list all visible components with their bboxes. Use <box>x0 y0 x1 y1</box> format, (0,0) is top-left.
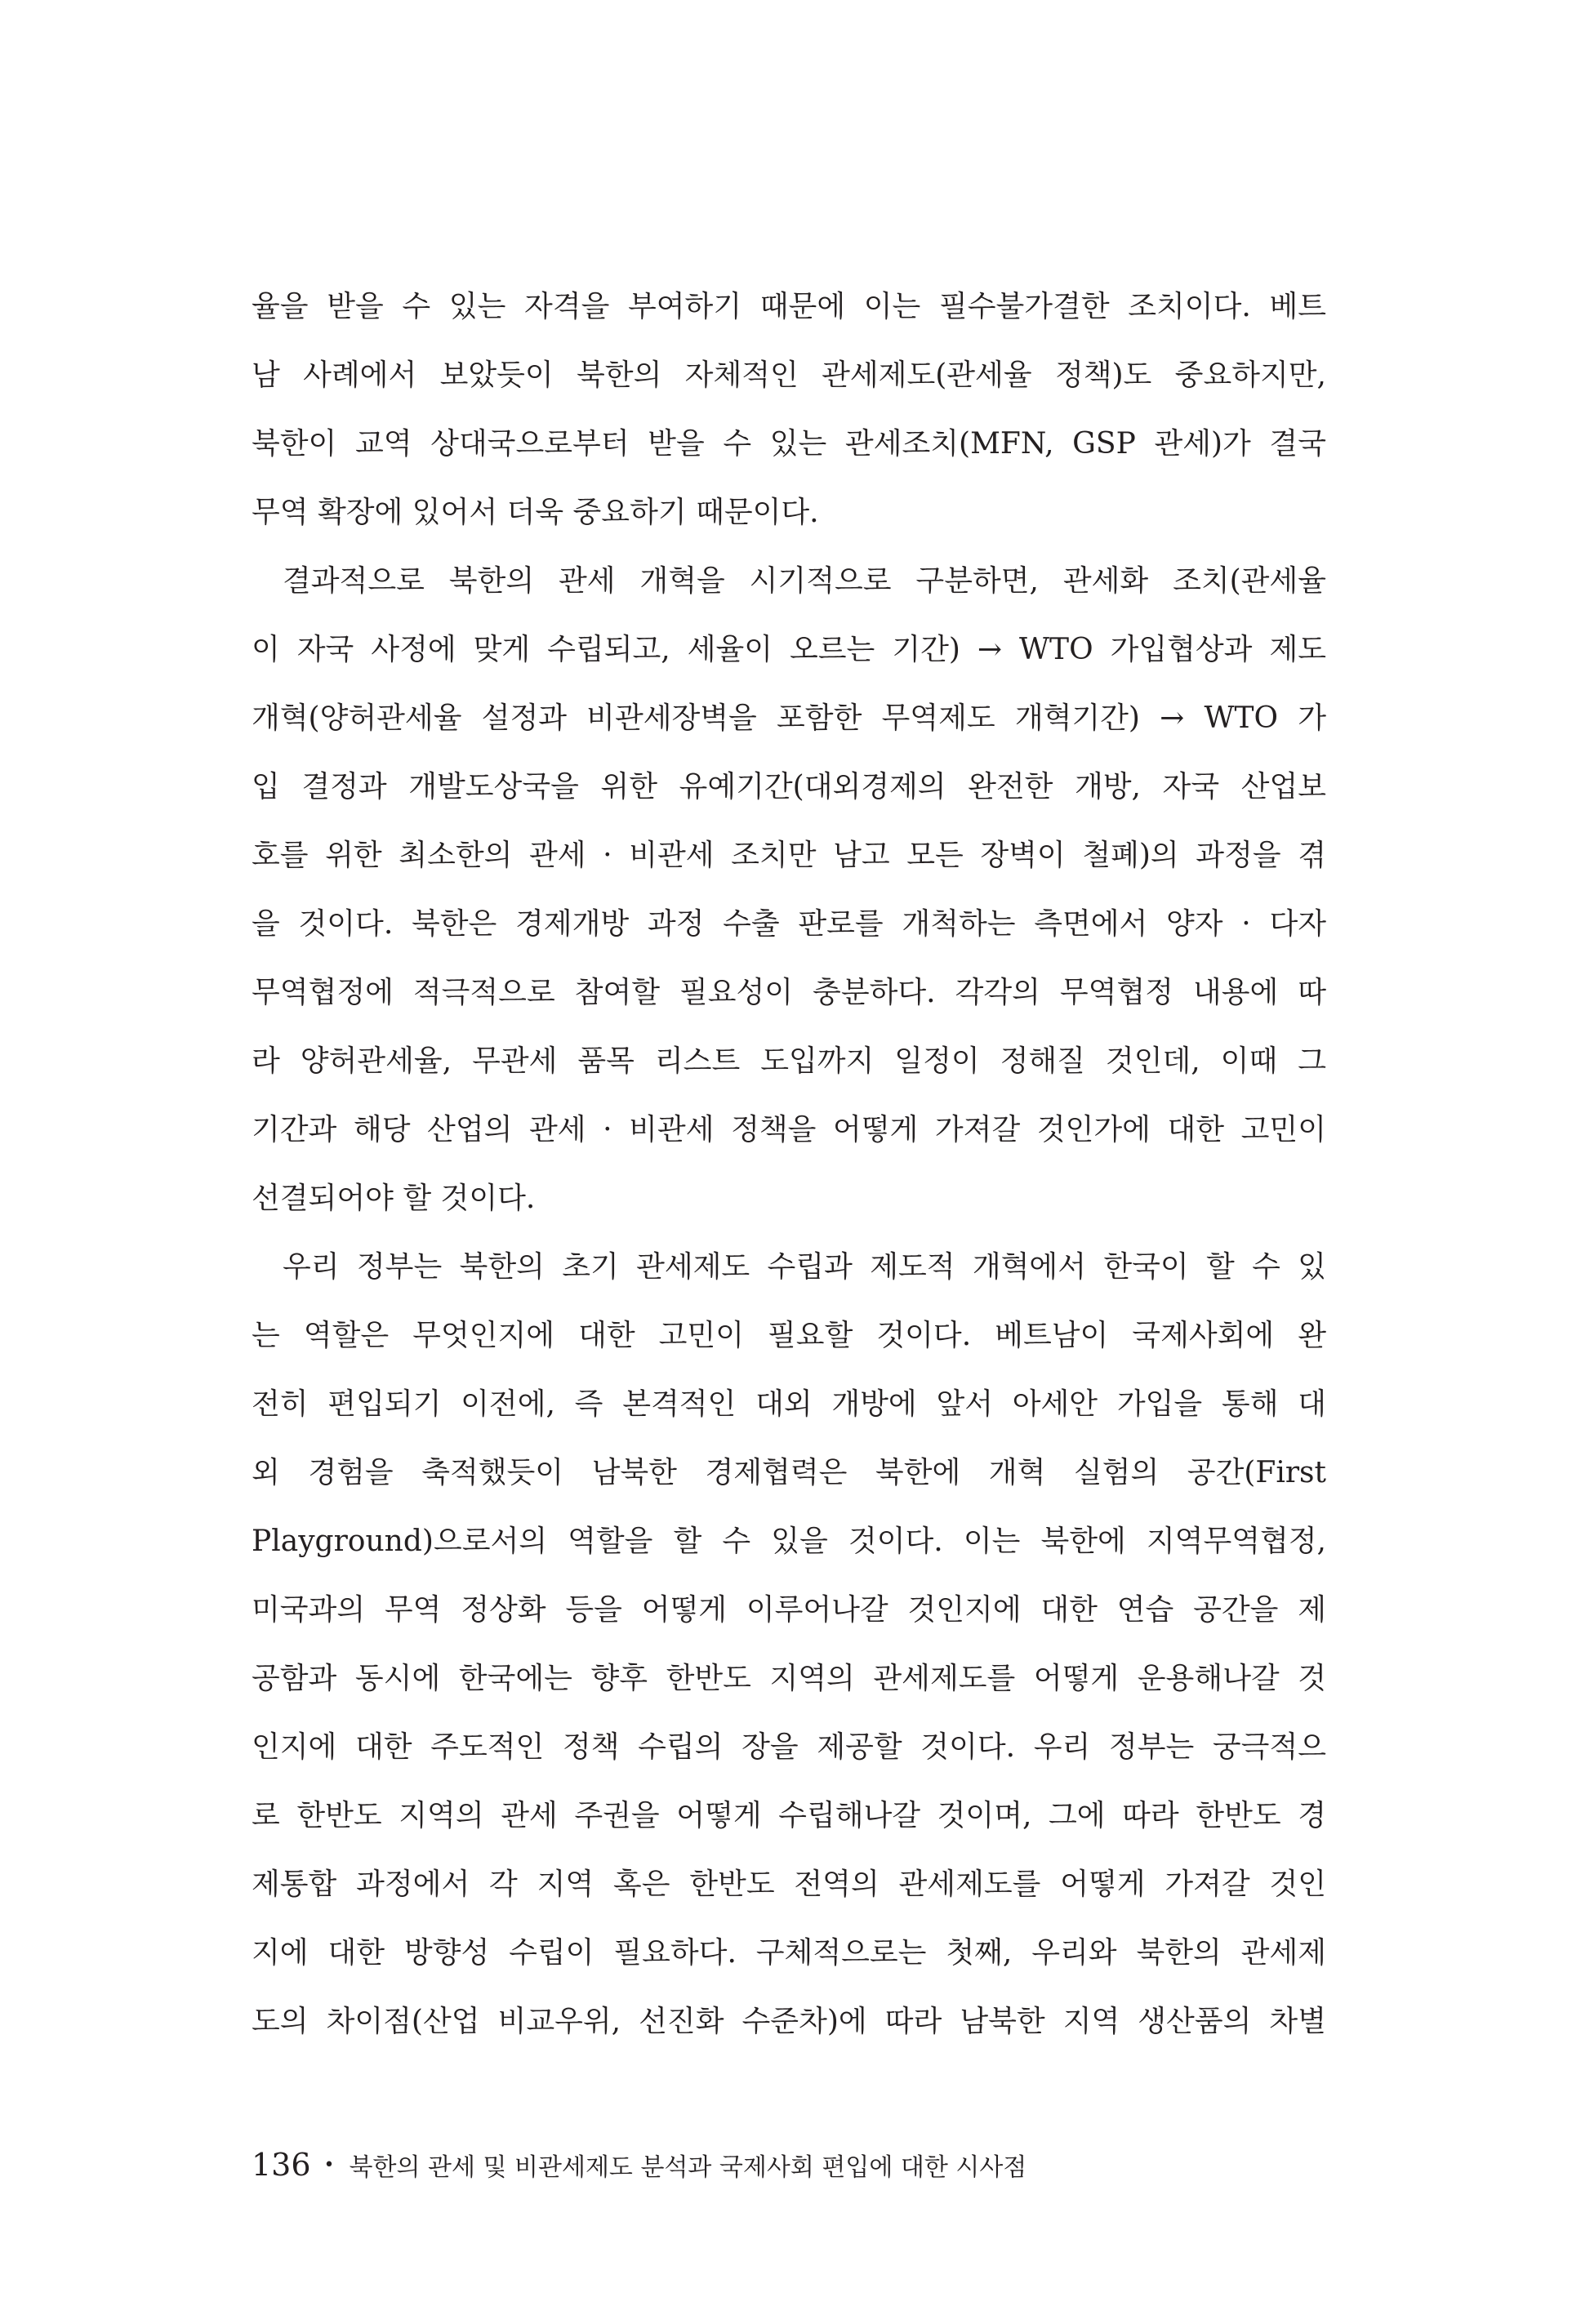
body-text <box>252 273 1326 2056</box>
text-line: 호를 위한 최소한의 관세 · 비관세 조치만 남고 모든 장벽이 철폐)의 과정을 겪 <box>252 839 1326 872</box>
text-line: 지에 대한 방향성 수립이 필요하다. 구체적으로는 첫째, 우리와 북한의 관세제 <box>252 1936 1326 1970</box>
page-footer <box>252 2144 1026 2185</box>
running-title: 북한의 관세 및 비관세제도 분석과 국제사회 편입에 대한 시사점 <box>349 2153 1027 2182</box>
text-line: 무역협정에 적극적으로 참여할 필요성이 충분하다. 각각의 무역협정 내용에 따 <box>252 976 1326 1009</box>
text-line: 입 결정과 개발도상국을 위한 유예기간(대외경제의 완전한 개방, 자국 산업보 <box>252 770 1326 804</box>
text-line: 무역 확장에 있어서 더욱 중요하기 때문이다. <box>252 496 819 529</box>
text-line: 우리 정부는 북한의 초기 관세제도 수립과 제도적 개혁에서 한국이 할 수 있 <box>283 1250 1326 1284</box>
text-line: 이 자국 사정에 맞게 수립되고, 세율이 오르는 기간) → WTO 가입협상과 제도 <box>252 633 1326 666</box>
text-line: 라 양허관세율, 무관세 품목 리스트 도입까지 일정이 정해질 것인데, 이때 그 <box>252 1044 1326 1078</box>
text-line: 을 것이다. 북한은 경제개방 과정 수출 판로를 개척하는 측면에서 양자 · 다자 <box>252 907 1326 941</box>
text-line: 제통합 과정에서 각 지역 혹은 한반도 전역의 관세제도를 어떻게 가져갈 것인 <box>252 1868 1326 1901</box>
footer-separator: • <box>323 2155 335 2175</box>
text-line: Playground)으로서의 역할을 할 수 있을 것이다. 이는 북한에 지역무역협정, <box>252 1525 1326 1558</box>
text-line: 기간과 해당 산업의 관세 · 비관세 정책을 어떻게 가져갈 것인가에 대한 고민이 <box>252 1113 1326 1146</box>
page-number: 136 <box>252 2147 311 2183</box>
text-line: 외 경험을 축적했듯이 남북한 경제협력은 북한에 개혁 실험의 공간(First <box>252 1456 1326 1489</box>
text-line: 는 역할은 무엇인지에 대한 고민이 필요할 것이다. 베트남이 국제사회에 완 <box>252 1319 1326 1352</box>
text-line: 공함과 동시에 한국에는 향후 한반도 지역의 관세제도를 어떻게 운용해나갈 것 <box>252 1662 1326 1695</box>
text-line: 율을 받을 수 있는 자격을 부여하기 때문에 이는 필수불가결한 조치이다. 베트 <box>252 290 1326 323</box>
text-line: 전히 편입되기 이전에, 즉 본격적인 대외 개방에 앞서 아세안 가입을 통해 대 <box>252 1387 1326 1421</box>
text-line: 선결되어야 할 것이다. <box>252 1182 536 1215</box>
text-line: 로 한반도 지역의 관세 주권을 어떻게 수립해나갈 것이며, 그에 따라 한반도 경 <box>252 1799 1326 1832</box>
text-line: 남 사례에서 보았듯이 북한의 자체적인 관세제도(관세율 정책)도 중요하지만, <box>252 358 1326 392</box>
text-line: 개혁(양허관세율 설정과 비관세장벽을 포함한 무역제도 개혁기간) → WTO 가 <box>252 701 1326 735</box>
text-line: 결과적으로 북한의 관세 개혁을 시기적으로 구분하면, 관세화 조치(관세율 <box>283 564 1326 598</box>
text-line: 도의 차이점(산업 비교우위, 선진화 수준차)에 따라 남북한 지역 생산품의 차별 <box>252 2005 1326 2038</box>
text-line: 미국과의 무역 정상화 등을 어떻게 이루어나갈 것인지에 대한 연습 공간을 제 <box>252 1593 1326 1627</box>
text-line: 북한이 교역 상대국으로부터 받을 수 있는 관세조치(MFN, GSP 관세)가 결국 <box>252 427 1326 461</box>
text-line: 인지에 대한 주도적인 정책 수립의 장을 제공할 것이다. 우리 정부는 궁극적으 <box>252 1730 1326 1764</box>
